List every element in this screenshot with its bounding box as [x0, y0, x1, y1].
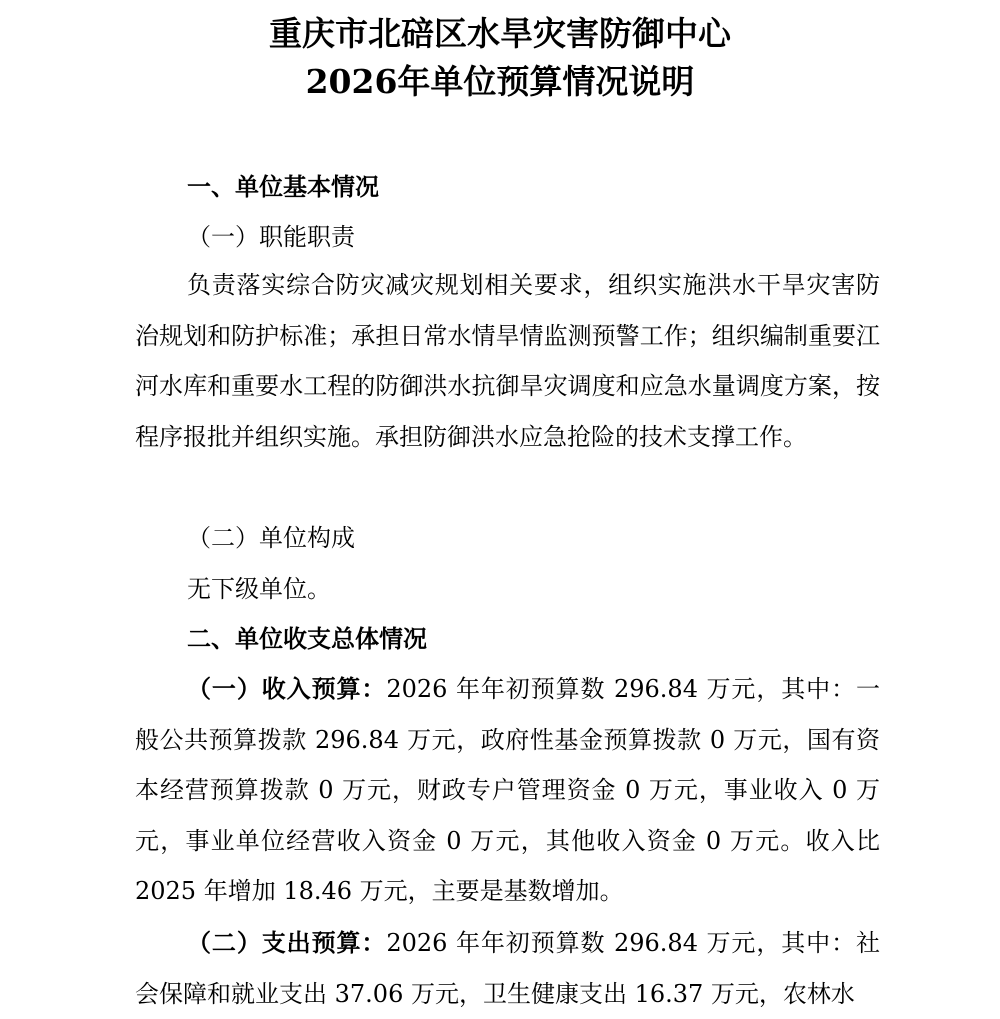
expense-lead: （二）支出预算： [187, 928, 387, 957]
document-title-line1: 重庆市北碚区水旱灾害防御中心 [269, 14, 731, 53]
section2-heading: 二、单位收支总体情况 [187, 624, 427, 653]
section1-sub1-heading: （一）职能职责 [187, 223, 355, 251]
section1-sub1-body: 负责落实综合防灾减灾规划相关要求，组织实施洪水干旱灾害防治规划和防护标准；承担日常水情旱情监测预警工作；组织编制重要江河水库和重要水工程的防御洪水抗御旱灾调度和应急水量调度方案，按程序报批并组织实施。承担防御洪水应急抢险的技术支撑工作。 [135, 271, 880, 451]
income-lead: （一）收入预算： [187, 674, 387, 703]
section2-expense-paragraph [135, 918, 880, 1019]
income-body: 2026 年年初预算数 296.84 万元，其中：一般公共预算拨款 296.84 万元，政府性基金预算拨款 0 万元，国有资本经营预算拨款 0 万元，财政专户管理资金 0 万元，事业收入 0 万元，事业单位经营收入资金 0 万元，其他收入资金 0 万元。收入比 2025 年增加 18.46 万元，主要是基数增加。 [135, 675, 880, 905]
section1-sub2-body: 无下级单位。 [187, 575, 331, 603]
section2-income-paragraph [135, 664, 880, 917]
section1-heading: 一、单位基本情况 [187, 172, 379, 201]
document-title-line2: 2026年单位预算情况说明 [305, 62, 695, 101]
expense-body: 2026 年年初预算数 296.84 万元，其中：社会保障和就业支出 37.06 万元，卫生健康支出 16.37 万元，农林水 [135, 929, 880, 1008]
section1-sub2-heading: （二）单位构成 [187, 524, 355, 552]
